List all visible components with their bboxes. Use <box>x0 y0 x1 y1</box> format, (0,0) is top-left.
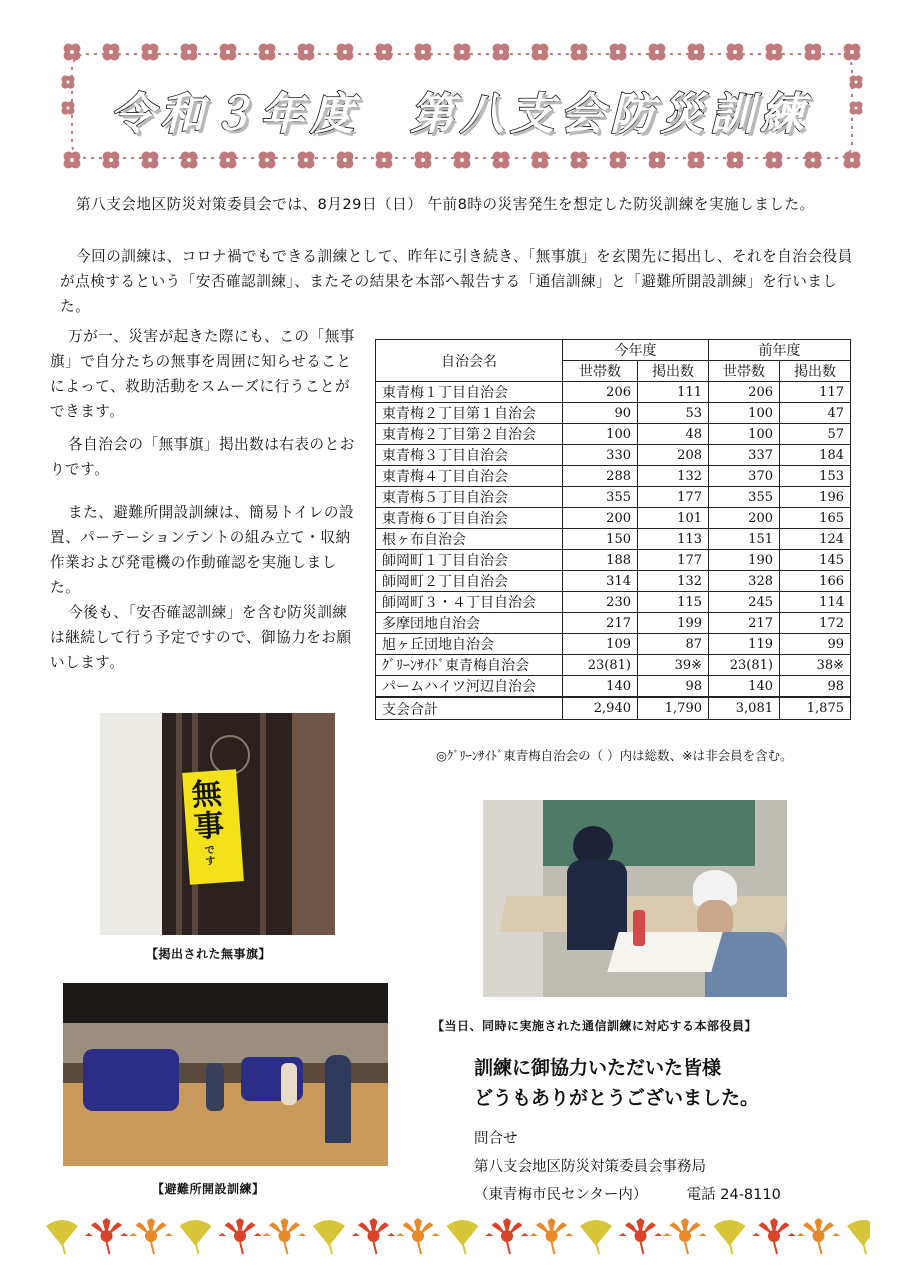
cell-association-name: 旭ヶ丘団地自治会 <box>376 634 563 655</box>
table-row <box>376 634 851 655</box>
maple-leaf-icon <box>129 1218 172 1254</box>
flower-icon <box>532 152 549 169</box>
cell-association-name: 東青梅４丁目自治会 <box>376 466 563 487</box>
cell-flags: 132 <box>638 466 709 487</box>
cell-flags: 48 <box>638 424 709 445</box>
cell-flags-prev: 98 <box>780 676 851 698</box>
caption-shelter-photo: 【避難所開設訓練】 <box>152 1182 265 1196</box>
cell-association-name: ｸﾞﾘｰﾝｻｲﾄﾞ東青梅自治会 <box>376 655 563 676</box>
flower-icon <box>571 152 588 169</box>
contact-info <box>474 1125 781 1209</box>
cell-households-prev: 190 <box>709 550 780 571</box>
flower-icon <box>103 152 120 169</box>
flag-text-small: です <box>204 844 216 868</box>
header-households-prev: 世帯数 <box>709 361 780 382</box>
table-note: ◎ｸﾞﾘｰﾝｻｲﾄﾞ東青梅自治会の（ ）内は総数、※は非会員を含む。 <box>436 748 793 763</box>
cell-households: 109 <box>563 634 638 655</box>
intro-paragraph-2: 今回の訓練は、コロナ禍でもできる訓練として、昨年に引き続き、「無事旗」を玄関先に掲出し、それを自治会役員が点検するという「安否確認訓練」、またその結果を本部へ報告する「通信訓練」と「避難所開設訓練」を行いました。 <box>60 248 853 315</box>
cell-flags-prev: 166 <box>780 571 851 592</box>
ginkgo-leaf-icon <box>580 1220 612 1254</box>
ginkgo-leaf-icon <box>46 1220 78 1254</box>
total-label: 支会合計 <box>376 697 563 720</box>
header-flags: 掲出数 <box>638 361 709 382</box>
paragraph-flag-count: 各自治会の「無事旗」掲出数は右表のとおりです。 <box>50 436 355 478</box>
cell-households-prev: 370 <box>709 466 780 487</box>
cell-association-name: 東青梅２丁目第１自治会 <box>376 403 563 424</box>
cell-households: 23(81) <box>563 655 638 676</box>
flower-icon <box>454 152 471 169</box>
caption-communication-photo: 【当日、同時に実施された通信訓練に対応する本部役員】 <box>432 1019 758 1033</box>
cell-households: 206 <box>563 382 638 403</box>
cell-flags-prev: 145 <box>780 550 851 571</box>
cell-flags: 87 <box>638 634 709 655</box>
maple-leaf-icon <box>485 1218 528 1254</box>
cell-households-prev: 119 <box>709 634 780 655</box>
cell-flags: 208 <box>638 445 709 466</box>
cell-flags-prev: 184 <box>780 445 851 466</box>
intro-paragraph-1: 第八支会地区防災対策委員会では、8月29日（日） 午前8時の災害発生を想定した防災訓練を実施しました。 <box>76 196 815 213</box>
flower-icon <box>844 44 861 61</box>
table-row <box>376 550 851 571</box>
footer-leaf-border <box>40 1212 870 1256</box>
table-row <box>376 487 851 508</box>
flower-icon <box>220 152 237 169</box>
cell-flags: 113 <box>638 529 709 550</box>
table-row <box>376 592 851 613</box>
contact-place: （東青梅市民センター内） <box>474 1187 648 1203</box>
paragraph-shelter-training: また、避難所開設訓練は、簡易トイレの設置、パーテーションテントの組み立て・収納作業および発電機の作動確認を実施しました。 <box>50 504 355 596</box>
flower-icon <box>688 44 705 61</box>
flower-icon <box>298 44 315 61</box>
ginkgo-leaf-icon <box>447 1220 479 1254</box>
cell-flags: 199 <box>638 613 709 634</box>
table-row <box>376 445 851 466</box>
cell-households: 355 <box>563 487 638 508</box>
flower-icon <box>142 152 159 169</box>
cell-households-prev: 245 <box>709 592 780 613</box>
cell-households: 100 <box>563 424 638 445</box>
contact-place-phone <box>474 1181 781 1209</box>
cell-flags-prev: 172 <box>780 613 851 634</box>
cell-households: 140 <box>563 676 638 698</box>
cell-association-name: 東青梅６丁目自治会 <box>376 508 563 529</box>
cell-households: 200 <box>563 508 638 529</box>
cell-households-prev: 151 <box>709 529 780 550</box>
thanks-line-2: どうもありがとうございました。 <box>474 1087 760 1109</box>
cell-flags: 177 <box>638 550 709 571</box>
flower-icon <box>805 152 822 169</box>
flower-icon <box>103 44 120 61</box>
cell-flags-prev: 57 <box>780 424 851 445</box>
table-row <box>376 613 851 634</box>
cell-households-prev: 100 <box>709 424 780 445</box>
photo-communication-drill <box>483 800 787 997</box>
yellow-flag <box>182 769 244 884</box>
cell-flags-prev: 38※ <box>780 655 851 676</box>
flower-icon <box>415 152 432 169</box>
maple-leaf-icon <box>218 1218 261 1254</box>
maple-leaf-icon <box>663 1218 706 1254</box>
cell-flags-prev: 165 <box>780 508 851 529</box>
photo-shelter-drill <box>63 983 388 1166</box>
flower-icon <box>298 152 315 169</box>
total-flags-prev: 1,875 <box>780 697 851 720</box>
cell-households: 188 <box>563 550 638 571</box>
flower-icon <box>64 44 81 61</box>
flower-icon <box>64 152 81 169</box>
contact-phone: 電話 24-8110 <box>686 1187 781 1203</box>
total-households: 2,940 <box>563 697 638 720</box>
table-row <box>376 382 851 403</box>
table-row <box>376 424 851 445</box>
cell-flags: 132 <box>638 571 709 592</box>
flower-icon <box>610 44 627 61</box>
cell-households-prev: 23(81) <box>709 655 780 676</box>
flower-icon <box>259 152 276 169</box>
cell-association-name: 東青梅１丁目自治会 <box>376 382 563 403</box>
contact-label: 問合せ <box>474 1131 518 1147</box>
cell-flags-prev: 114 <box>780 592 851 613</box>
cell-association-name: パームハイツ河辺自治会 <box>376 676 563 698</box>
table-row <box>376 529 851 550</box>
table-total-row <box>376 697 851 720</box>
flower-icon <box>571 44 588 61</box>
cell-association-name: 多摩団地自治会 <box>376 613 563 634</box>
caption-flag-photo: 【掲出された無事旗】 <box>146 947 272 961</box>
cell-households: 330 <box>563 445 638 466</box>
maple-leaf-icon <box>352 1218 395 1254</box>
maple-leaf-icon <box>619 1218 662 1254</box>
flower-icon <box>766 152 783 169</box>
cell-households-prev: 355 <box>709 487 780 508</box>
flower-icon <box>142 44 159 61</box>
cell-households-prev: 140 <box>709 676 780 698</box>
ginkgo-leaf-icon <box>847 1220 870 1254</box>
cell-flags: 101 <box>638 508 709 529</box>
page-title: 令和３年度 第八支会防災訓練 <box>110 89 810 140</box>
flower-icon <box>181 152 198 169</box>
flower-icon <box>688 152 705 169</box>
flag-text-big: 無事 <box>190 776 226 846</box>
cell-households: 217 <box>563 613 638 634</box>
thanks-message <box>474 1053 759 1113</box>
cell-flags: 53 <box>638 403 709 424</box>
flower-icon <box>415 44 432 61</box>
flower-icon <box>337 44 354 61</box>
maple-leaf-icon <box>530 1218 573 1254</box>
ginkgo-leaf-icon <box>180 1220 212 1254</box>
cell-flags-prev: 196 <box>780 487 851 508</box>
flower-icon <box>727 44 744 61</box>
photo-flag-on-door <box>100 713 335 935</box>
flower-icon <box>649 152 666 169</box>
maple-leaf-icon <box>85 1218 128 1254</box>
flower-icon <box>337 152 354 169</box>
flag-count-table <box>375 339 851 720</box>
flower-icon <box>181 44 198 61</box>
flower-icon <box>493 152 510 169</box>
flower-icon <box>532 44 549 61</box>
table-row <box>376 403 851 424</box>
cell-flags: 111 <box>638 382 709 403</box>
thanks-line-1: 訓練に御協力いただいた皆様 <box>474 1057 722 1079</box>
flower-icon <box>649 44 666 61</box>
cell-flags-prev: 117 <box>780 382 851 403</box>
cell-households: 150 <box>563 529 638 550</box>
total-households-prev: 3,081 <box>709 697 780 720</box>
maple-leaf-icon <box>263 1218 306 1254</box>
cell-flags-prev: 124 <box>780 529 851 550</box>
cell-households-prev: 217 <box>709 613 780 634</box>
cell-association-name: 師岡町３・４丁目自治会 <box>376 592 563 613</box>
flower-icon <box>766 44 783 61</box>
table-row <box>376 655 851 676</box>
ginkgo-leaf-icon <box>714 1220 746 1254</box>
cell-flags-prev: 99 <box>780 634 851 655</box>
flower-icon <box>376 152 393 169</box>
flower-icon <box>844 152 861 169</box>
flower-icon <box>493 44 510 61</box>
cell-association-name: 師岡町２丁目自治会 <box>376 571 563 592</box>
header-prev-year: 前年度 <box>709 340 851 361</box>
cell-association-name: 東青梅３丁目自治会 <box>376 445 563 466</box>
table-row <box>376 508 851 529</box>
cell-flags: 177 <box>638 487 709 508</box>
table-row <box>376 466 851 487</box>
paragraph-flag-purpose: 万が一、災害が起きた際にも、この「無事旗」で自分たちの無事を周囲に知らせることによって、救助活動をスムーズに行うことができます。 <box>50 328 355 420</box>
flower-icon <box>376 44 393 61</box>
cell-flags-prev: 47 <box>780 403 851 424</box>
header-this-year: 今年度 <box>563 340 709 361</box>
maple-leaf-icon <box>752 1218 795 1254</box>
cell-households-prev: 206 <box>709 382 780 403</box>
cell-association-name: 師岡町１丁目自治会 <box>376 550 563 571</box>
cell-flags: 39※ <box>638 655 709 676</box>
cell-households-prev: 200 <box>709 508 780 529</box>
flower-icon <box>220 44 237 61</box>
flower-icon <box>454 44 471 61</box>
ginkgo-leaf-icon <box>313 1220 345 1254</box>
cell-association-name: 東青梅５丁目自治会 <box>376 487 563 508</box>
cell-association-name: 根ヶ布自治会 <box>376 529 563 550</box>
left-column-text <box>50 324 360 675</box>
contact-org: 第八支会地区防災対策委員会事務局 <box>474 1159 706 1175</box>
maple-leaf-icon <box>797 1218 840 1254</box>
cell-households-prev: 337 <box>709 445 780 466</box>
paragraph-future: 今後も、「安否確認訓練」を含む防災訓練は継続して行う予定ですので、御協力をお願いします。 <box>50 604 352 671</box>
cell-households: 314 <box>563 571 638 592</box>
header-association: 自治会名 <box>376 340 563 382</box>
cell-flags: 115 <box>638 592 709 613</box>
cell-households: 90 <box>563 403 638 424</box>
cell-flags: 98 <box>638 676 709 698</box>
flower-icon <box>259 44 276 61</box>
cell-association-name: 東青梅２丁目第２自治会 <box>376 424 563 445</box>
maple-leaf-icon <box>396 1218 439 1254</box>
table-row <box>376 571 851 592</box>
table-row <box>376 676 851 698</box>
flower-icon <box>805 44 822 61</box>
cell-flags-prev: 153 <box>780 466 851 487</box>
header-flags-prev: 掲出数 <box>780 361 851 382</box>
cell-households: 230 <box>563 592 638 613</box>
flower-icon <box>610 152 627 169</box>
flower-icon <box>727 152 744 169</box>
cell-households: 288 <box>563 466 638 487</box>
header-households: 世帯数 <box>563 361 638 382</box>
total-flags: 1,790 <box>638 697 709 720</box>
cell-households-prev: 328 <box>709 571 780 592</box>
cell-households-prev: 100 <box>709 403 780 424</box>
